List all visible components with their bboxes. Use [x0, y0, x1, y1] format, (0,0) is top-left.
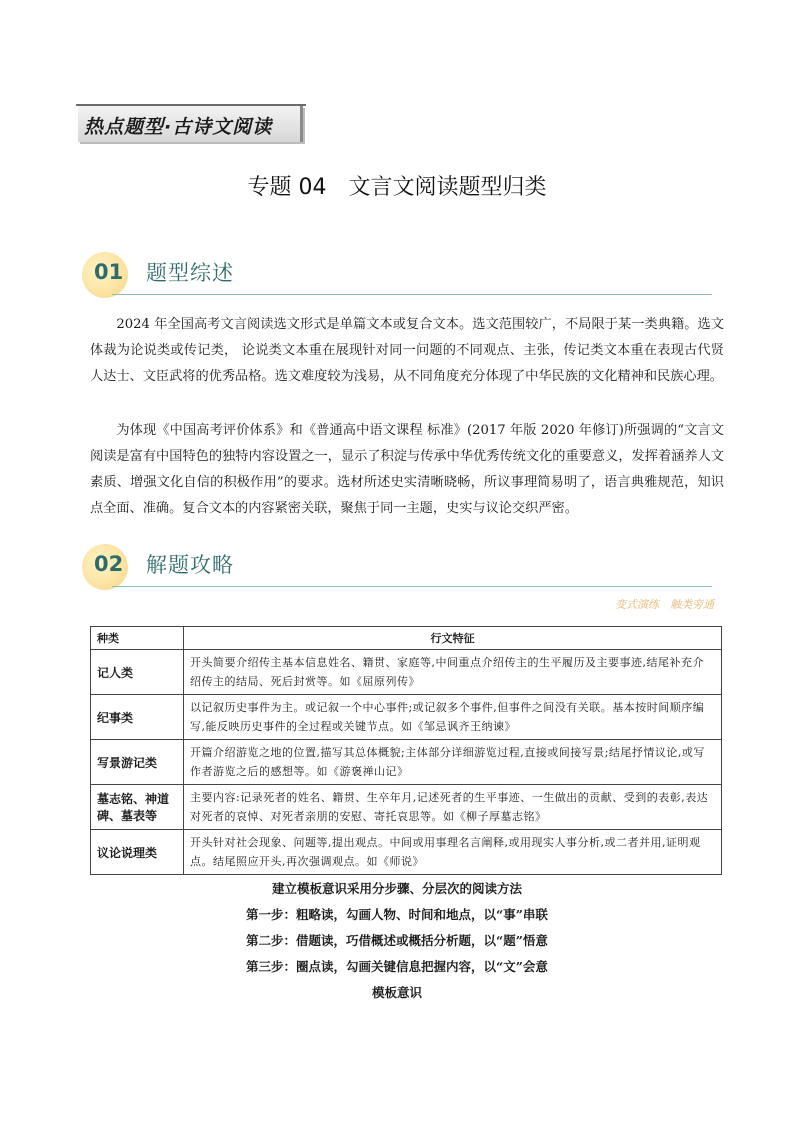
table-row: [91, 695, 722, 740]
column-header-features: 行文特征: [184, 627, 722, 650]
overview-paragraph-1: 2024 年全国高考文言阅读选文形式是单篇文本或复合文本。选文范围较广，不局限于某一类典籍。选文体裁为论说类或传记类， 论说类文本重在展现针对同一问题的不同观点、主张，传记类文本重在表现古代贤人达士、文臣武将的优秀品格。选文难度较为浅易，从不同角度充分体现了中华民族的文化精神和民族心理。: [90, 317, 724, 384]
steps-heading: 建立模板意识采用分步骤、分层次的阅读方法: [271, 881, 522, 896]
table-row: [91, 785, 722, 830]
step-item: 第二步：借题读，巧借概述或概括分析题，以“题”悟意: [246, 933, 548, 948]
column-header-type: 种类: [91, 627, 184, 650]
section-title: 解题攻略: [146, 553, 234, 577]
genre-name: 墓志铭、神道碑、墓表等: [91, 785, 184, 830]
overview-paragraph-2: 为体现《中国高考评价体系》和《普通高中语文课程 标准》(2017 年版 2020 年修订)所强调的“文言文阅读是富有中国特色的独特内容设置之一，显示了积淀与传承中华优秀传统文化的重要意义，发挥着涵养人文素质、增强文化自信的积极作用”的要求。选材所述史实清晰晓畅，所议事理简易明了，语言典雅规范，知识点全面、准确。复合文本的内容紧密关联，聚焦于同一主题，史实与议论交织严密。: [90, 423, 724, 516]
genre-features: 以记叙历史事件为主。或记叙一个中心事件;或记叙多个事件,但事件之间没有关联。基本按时间顺序编写,能反映历史事件的全过程或关键节点。如《邹忌讽齐王纳谏》: [184, 695, 722, 740]
section-number: 01: [94, 260, 124, 284]
table-header-row: [91, 627, 722, 650]
genre-name: 纪事类: [91, 695, 184, 740]
genre-features: 开头简要介绍传主基本信息姓名、籍贯、家庭等,中间重点介绍传主的生平履历及主要事迹,结尾补充介绍传主的结局、死后封赏等。如《屈原列传》: [184, 650, 722, 695]
section-heading-strategy: [82, 544, 714, 590]
topic-banner-text: 热点题型·古诗文阅读: [84, 116, 273, 138]
step-item: 第一步：粗略读，勾画人物、时间和地点，以“事”串联: [246, 907, 548, 922]
genre-features: 开头针对社会现象、问题等,提出观点。中间或用事理名言阐释,或用现实人事分析,或二者并用,证明观点。结尾照应开头,再次强调观点。如《师说》: [184, 830, 722, 875]
section-title: 题型综述: [146, 261, 234, 285]
genre-features: 主要内容:记录死者的姓名、籍贯、生卒年月,记述死者的生平事迹、一生做出的贡献、受到的表彰,表达对死者的哀悼、对死者亲朋的安慰、寄托哀思等。如《柳子厚墓志铭》: [184, 785, 722, 830]
table-row: [91, 650, 722, 695]
table-row: [91, 740, 722, 785]
genre-features: 开篇介绍游览之地的位置,描写其总体概貌;主体部分详细游览过程,直接或间接写景;结尾抒情议论,或写作者游览之后的感想等。如《游褒禅山记》: [184, 740, 722, 785]
reading-steps: [0, 876, 794, 1006]
genre-name: 记人类: [91, 650, 184, 695]
table-row: [91, 830, 722, 875]
step-item: 第三步：圈点读，勾画关键信息把握内容，以“文”会意: [246, 959, 548, 974]
section-number: 02: [94, 552, 124, 576]
genre-table: [90, 626, 722, 875]
genre-name: 议论说理类: [91, 830, 184, 875]
steps-footer: 模板意识: [371, 985, 422, 1000]
section-tagline: 变式演练 触类旁通: [615, 598, 714, 611]
page-title: 专题 04 文言文阅读题型归类: [247, 175, 547, 200]
section-divider: [112, 294, 712, 295]
section-divider: [112, 586, 712, 587]
genre-name: 写景游记类: [91, 740, 184, 785]
section-heading-overview: [82, 252, 714, 298]
